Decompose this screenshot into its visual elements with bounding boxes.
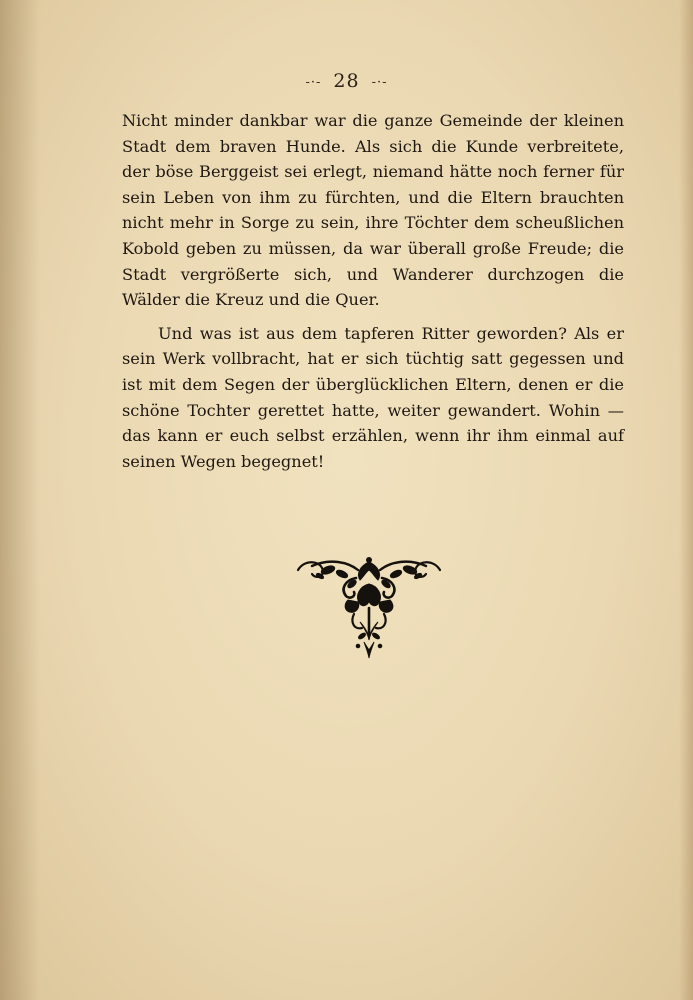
page-edge xyxy=(679,0,693,1000)
paragraph-1: Nicht minder dankbar war die ganze Gemeinde der kleinen Stadt dem braven Hunde. Als sich die Kunde verbreitete, der böse Berggeist sei erlegt, niemand hätte noch ferner für sein Leben von ihm zu fürchten, und die Eltern brauchten nicht mehr in Sorge zu sein, ihre Töchter dem scheußlichen Kobold geben zu müssen, da war überall große Freude; die Stadt vergrößerte sich, und Wanderer durchzogen die Wälder die Kreuz und die Quer. xyxy=(122,111,624,310)
page-number-decor-left: -·- xyxy=(305,74,322,90)
page-number-decor-right: -·- xyxy=(371,74,388,90)
page-number: 28 xyxy=(333,70,360,92)
body-text xyxy=(122,108,624,474)
paragraph-2: Und was ist aus dem tapferen Ritter geworden? Als er sein Werk vollbracht, hat er sich tüchtig satt gegessen und ist mit dem Segen der überglücklichen Eltern, denen er die schöne Tochter gerettet hatte, weiter gewandert. Wohin — das kann er euch selbst erzählen, wenn ihr ihm einmal auf seinen Wegen begegnet! xyxy=(122,323,624,471)
floral-vignette-icon xyxy=(294,556,444,660)
page-number-header xyxy=(0,70,693,92)
gutter-shadow xyxy=(0,0,40,1000)
